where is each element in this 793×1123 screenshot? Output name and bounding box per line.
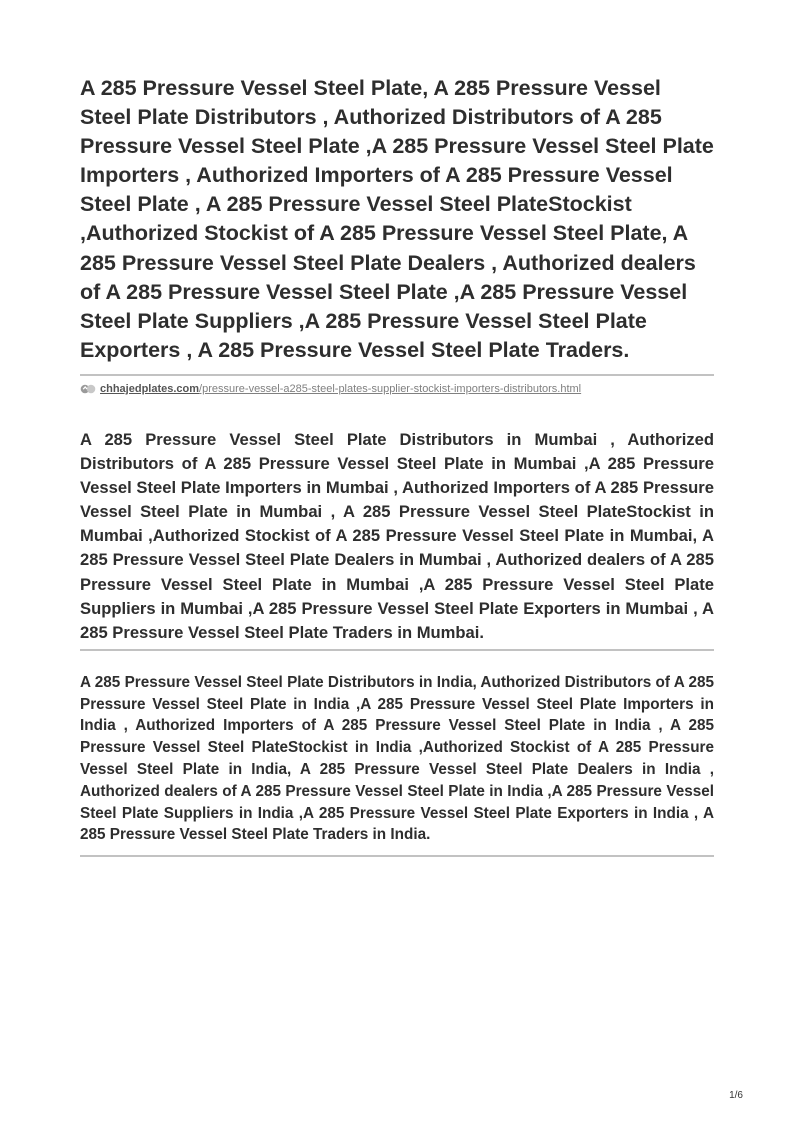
paragraph-divider [80, 855, 714, 857]
source-path-link[interactable]: /pressure-vessel-a285-steel-plates-supplier-stockist-importers-distributors.html [199, 382, 582, 395]
page-number: 1/6 [729, 1090, 743, 1101]
page-title: A 285 Pressure Vessel Steel Plate, A 285 Pressure Vessel Steel Plate Distributors , Authorized Distributors of A 285 Pressure Vessel Steel Plate ,A 285 Pressure Vessel Steel Plate Importers , Authorized Importers of A 285 Pressure Vessel Steel Plate , A 285 Pressure Vessel Steel PlateStockist ,Authorized Stockist of A 285 Pressure Vessel Steel Plate, A 285 Pressure Vessel Steel Plate Dealers , Authorized dealers of A 285 Pressure Vessel Steel Plate ,A 285 Pressure Vessel Steel Plate Suppliers ,A 285 Pressure Vessel Steel Plate Exporters , A 285 Pressure Vessel Steel Plate Traders. [80, 76, 714, 362]
paragraph-divider [80, 649, 714, 651]
title-divider [80, 374, 714, 376]
document-page [80, 74, 714, 857]
paragraph-mumbai: A 285 Pressure Vessel Steel Plate Distributors in Mumbai , Authorized Distributors of A 285 Pressure Vessel Steel Plate in Mumbai ,A 285 Pressure Vessel Steel Plate Importers in Mumbai , Authorized Importers of A 285 Pressure Vessel Steel Plate in Mumbai , A 285 Pressure Vessel Steel PlateStockist in Mumbai ,Authorized Stockist of A 285 Pressure Vessel Steel Plate in Mumbai, A 285 Pressure Vessel Steel Plate Dealers in Mumbai , Authorized dealers of A 285 Pressure Vessel Steel Plate in Mumbai ,A 285 Pressure Vessel Steel Plate Suppliers in Mumbai ,A 285 Pressure Vessel Steel Plate Exporters in Mumbai , A 285 Pressure Vessel Steel Plate Traders in Mumbai. [80, 429, 714, 642]
source-domain-link[interactable]: chhajedplates.com [100, 382, 200, 395]
source-link[interactable] [80, 380, 714, 398]
link-icon [80, 383, 96, 395]
paragraph-india: A 285 Pressure Vessel Steel Plate Distributors in India, Authorized Distributors of A 285 Pressure Vessel Steel Plate in India ,A 285 Pressure Vessel Steel Plate Importers in India , Authorized Importers of A 285 Pressure Vessel Steel Plate in India , A 285 Pressure Vessel Steel PlateStockist in India ,Authorized Stockist of A 285 Pressure Vessel Steel Plate in India, A 285 Pressure Vessel Steel Plate Dealers in India , Authorized dealers of A 285 Pressure Vessel Steel Plate in India ,A 285 Pressure Vessel Steel Plate Suppliers in India ,A 285 Pressure Vessel Steel Plate Exporters in India , A 285 Pressure Vessel Steel Plate Traders in India. [80, 673, 714, 844]
